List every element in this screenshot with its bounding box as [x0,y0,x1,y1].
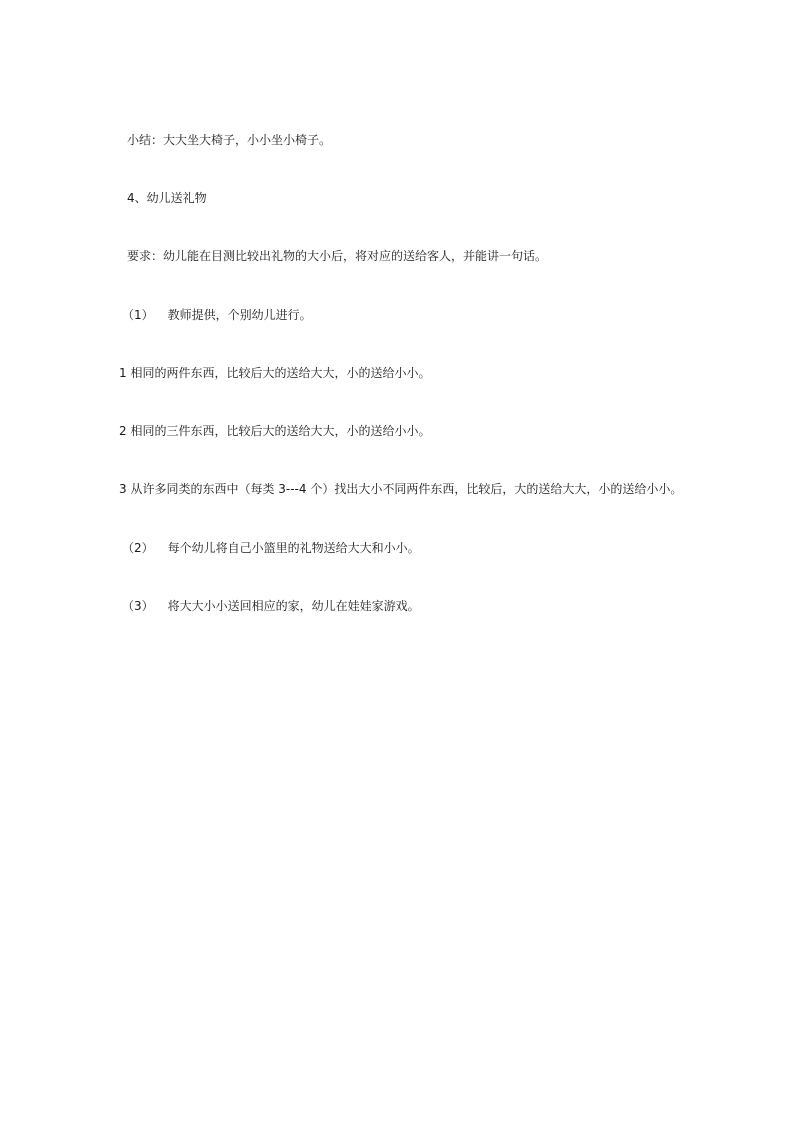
step-3-marker: （3） [122,599,154,613]
step-1-marker: （1） [122,308,154,322]
requirement-line: 要求：幼儿能在目测比较出礼物的大小后，将对应的送给客人，并能讲一句话。 [127,249,548,263]
step-2-text: 每个幼儿将自己小篮里的礼物送给大大和小小。 [167,541,420,555]
step-2-marker: （2） [122,541,154,555]
step-1-line [122,307,312,323]
substep-2-line: 2 相同的三件东西，比较后大的送给大大，小的送给小小。 [119,424,431,438]
summary-line: 小结：大大坐大椅子，小小坐小椅子。 [127,133,332,147]
section-heading: 4、幼儿送礼物 [127,191,207,205]
step-1-text: 教师提供，个别幼儿进行。 [167,308,312,322]
step-2-line [122,540,420,556]
substep-1-line: 1 相同的两件东西，比较后大的送给大大，小的送给小小。 [119,366,431,380]
step-3-text: 将大大小小送回相应的家，幼儿在娃娃家游戏。 [167,599,420,613]
substep-3-line: 3 从许多同类的东西中（每类 3---4 个）找出大小不同两件东西，比较后，大的送给大大，小的送给小小。 [119,482,683,496]
step-3-line [122,598,420,614]
